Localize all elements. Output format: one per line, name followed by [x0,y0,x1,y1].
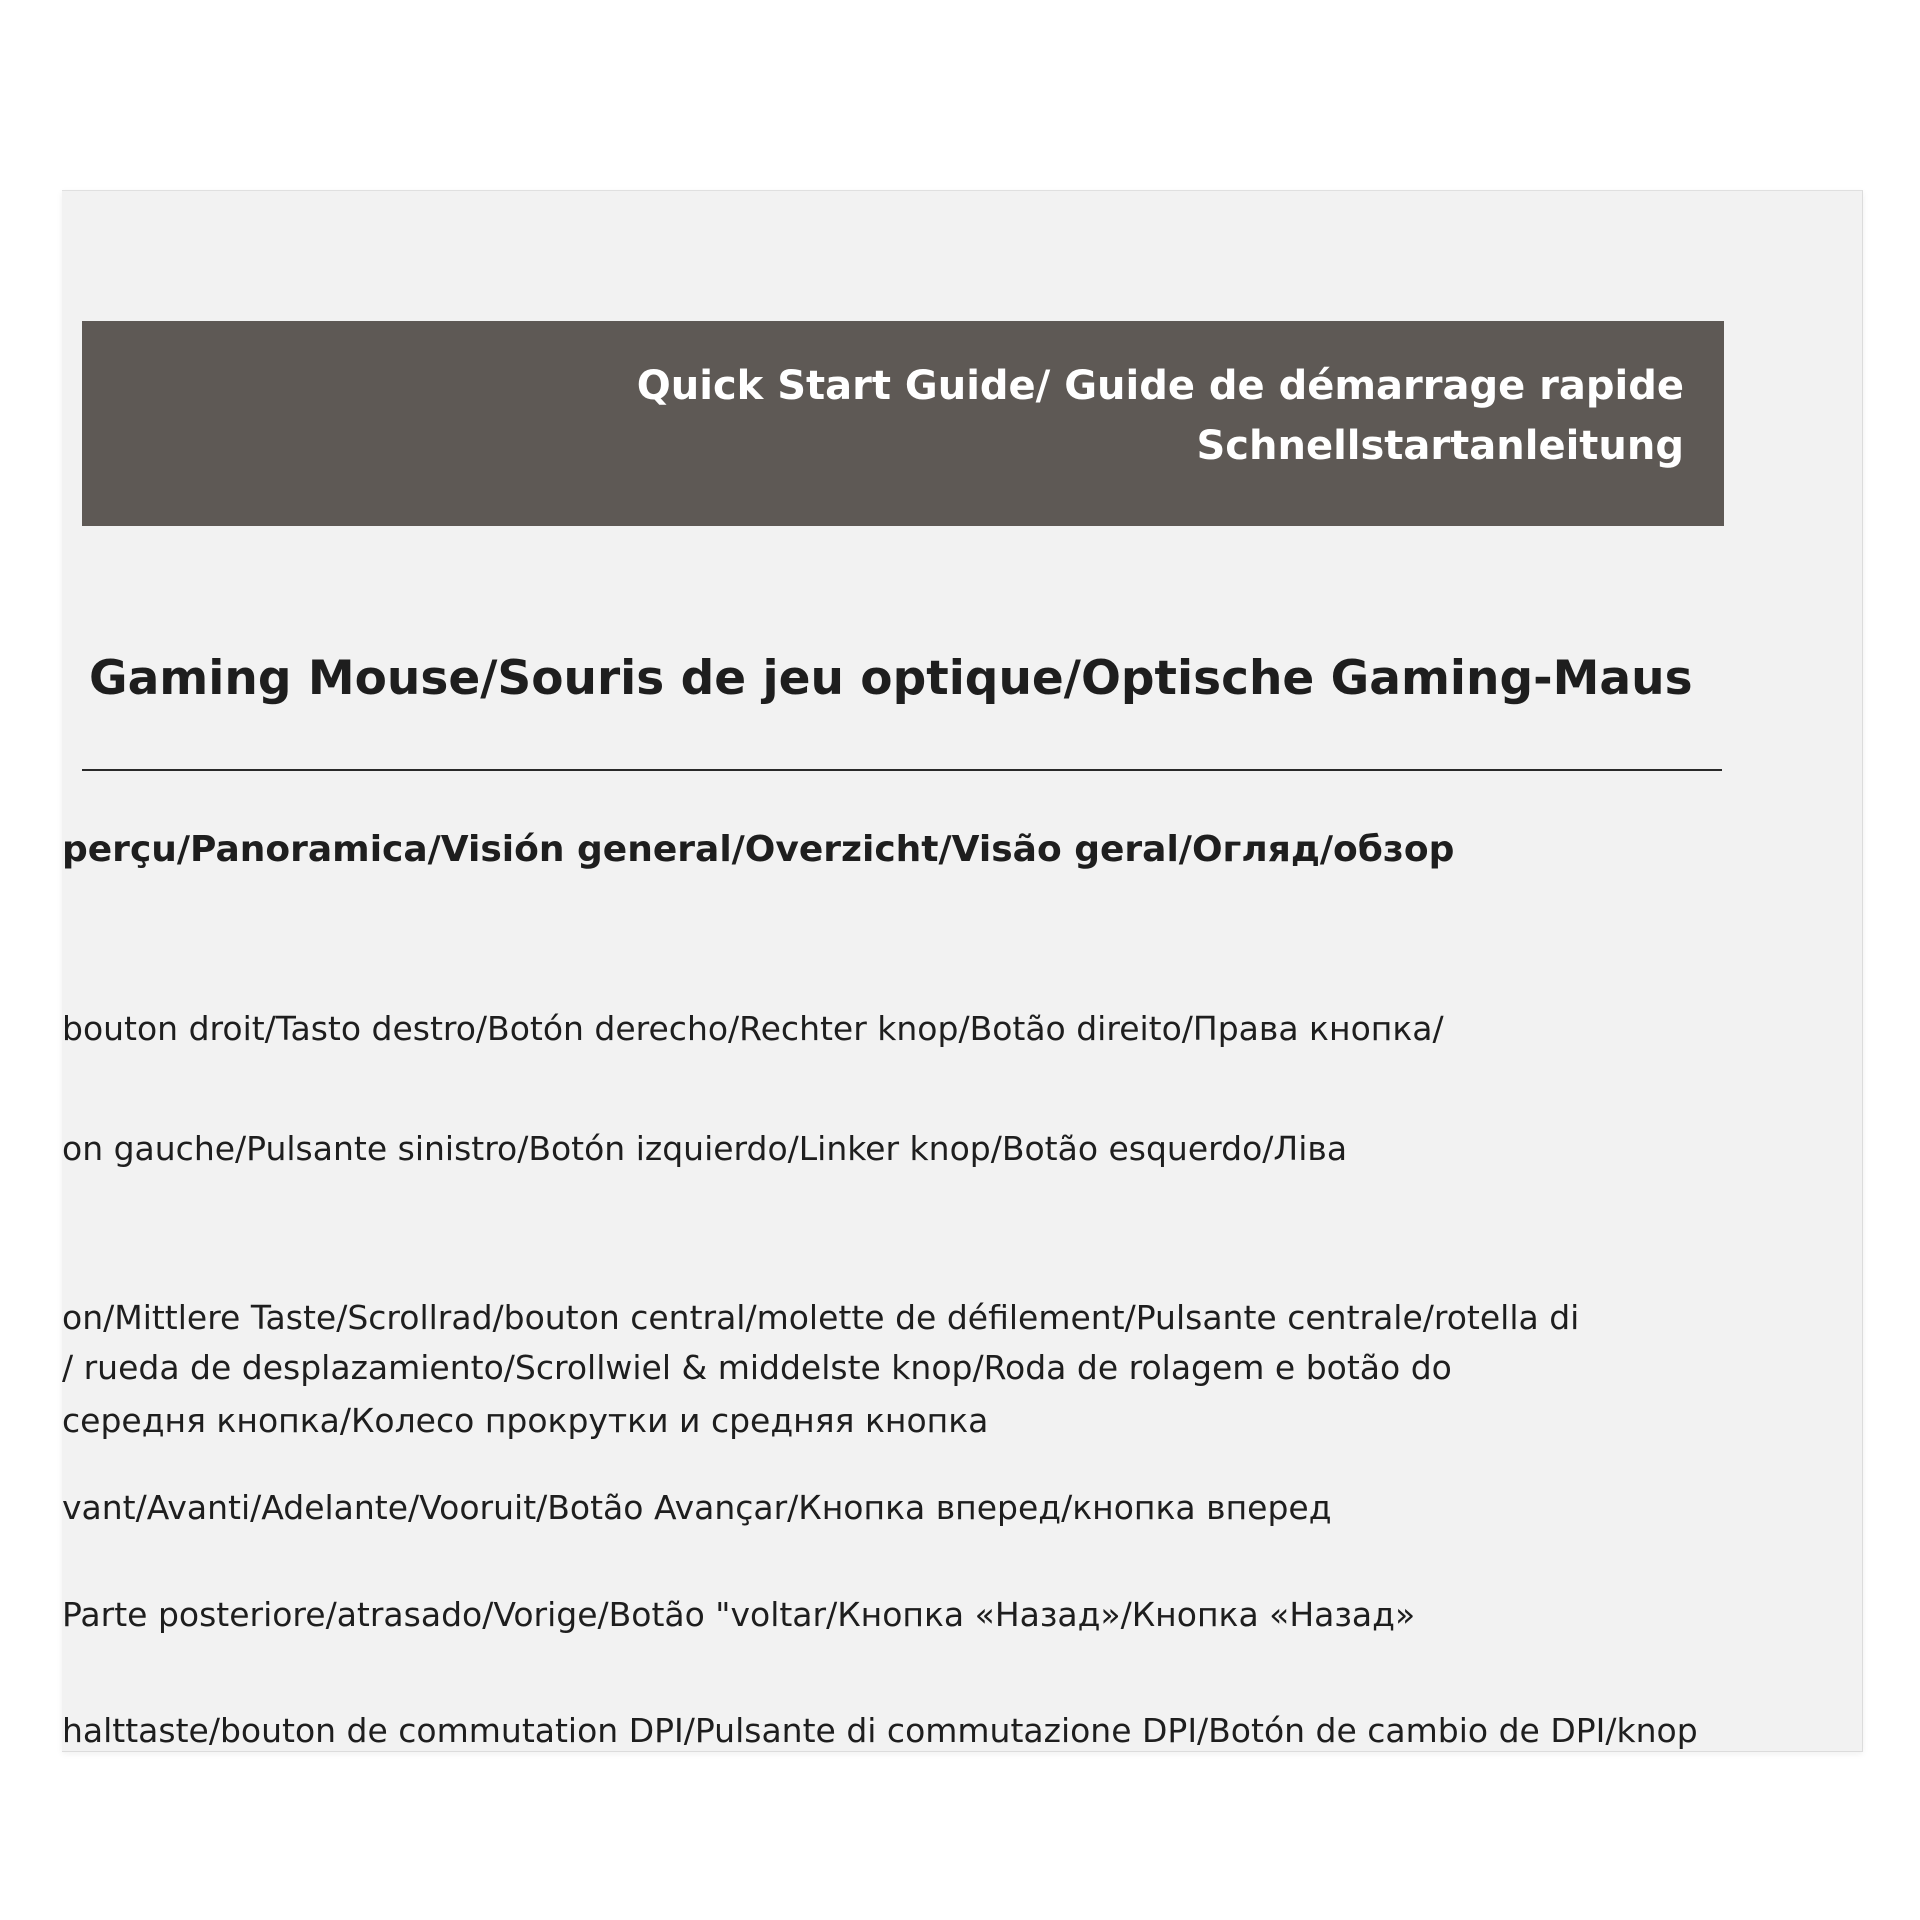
middle-button-label-line-1: on/Mittlere Taste/Scrollrad/bouton central/molette de défilement/Pulsante centrale/rotella di [62,1298,1580,1337]
dpi-button-label: halttaste/bouton de commutation DPI/Pulsante di commutazione DPI/Botón de cambio de DPI/knop [62,1711,1698,1750]
right-button-label: bouton droit/Tasto destro/Botón derecho/Rechter knop/Botão direito/Права кнопка/ [62,1009,1444,1048]
banner-title-line-2: Schnellstartanleitung [1196,423,1684,469]
left-button-label: on gauche/Pulsante sinistro/Botón izquierdo/Linker knop/Botão esquerdo/Ліва [62,1129,1348,1168]
header-banner [82,321,1724,526]
banner-title-line-1: Quick Start Guide/ Guide de démarrage rapide [636,363,1684,409]
heading-divider [82,769,1722,771]
back-button-label: Parte posteriore/atrasado/Vorige/Botão "voltar/Кнопка «Назад»/Кнопка «Назад» [62,1595,1416,1634]
overview-heading: perçu/Panoramica/Visión general/Overzicht/Visão geral/Огляд/обзор [62,829,1455,870]
product-heading: Gaming Mouse/Souris de jeu optique/Optische Gaming-Maus [89,651,1693,706]
middle-button-label-line-3: середня кнопка/Колесо прокрутки и средняя кнопка [62,1401,989,1440]
middle-button-label-line-2: / rueda de desplazamiento/Scrollwiel & middelste knop/Roda de rolagem e botão do [62,1348,1452,1387]
quick-start-guide-page [62,190,1863,1752]
forward-button-label: vant/Avanti/Adelante/Vooruit/Botão Avançar/Кнопка вперед/кнопка вперед [62,1488,1332,1527]
